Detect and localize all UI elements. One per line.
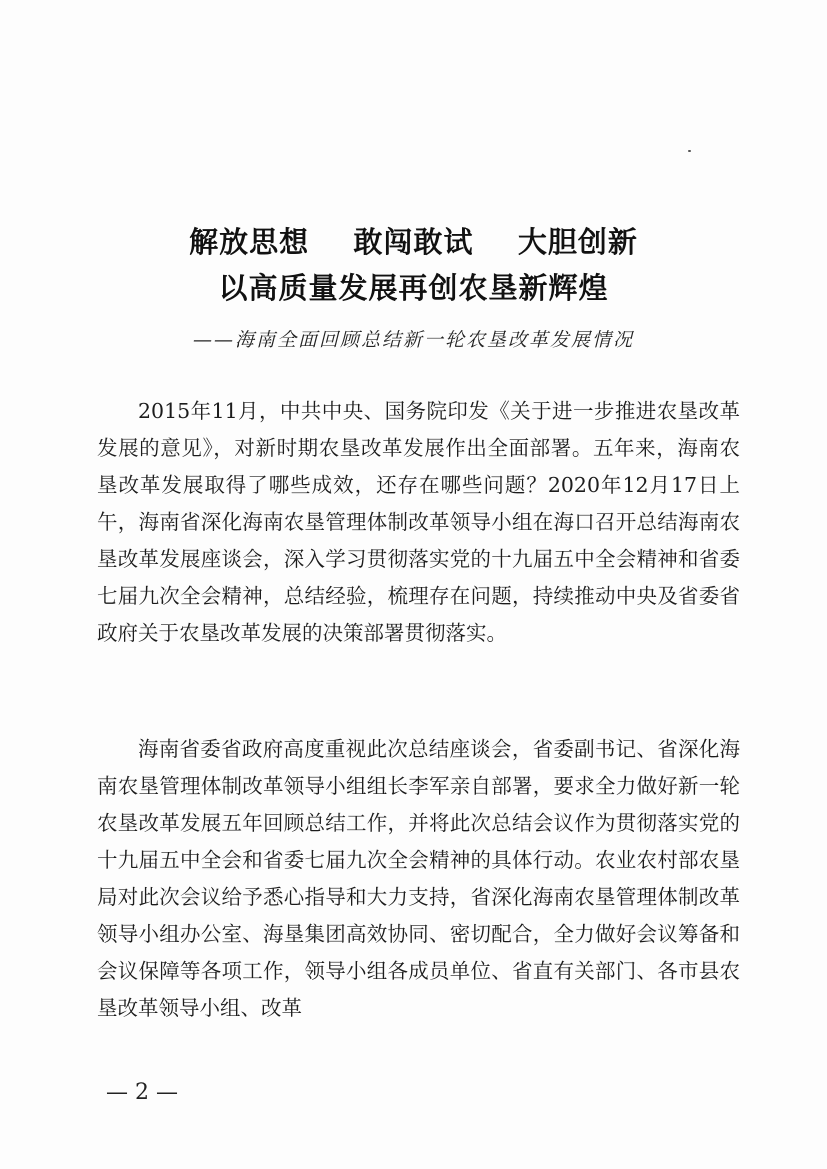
subtitle: ——海南全面回顾总结新一轮农垦改革发展情况 xyxy=(192,329,634,351)
paragraph-1: 2015年11月，中共中央、国务院印发《关于进一步推进农垦改革发展的意见》，对新时期农垦改革发展作出全面部署。五年来，海南农垦改革发展取得了哪些成效，还存在哪些问题？2020年12月17日上午，海南省深化海南农垦管理体制改革领导小组在海口召开总结海南农垦改革发展座谈会，深入学习贯彻落实党的十九届五中全会精神和省委七届九次全会精神，总结经验，梳理存在问题，持续推动中央及省委省政府关于农垦改革发展的决策部署贯彻落实。 xyxy=(97,399,740,645)
paragraph-2: 海南省委省政府高度重视此次总结座谈会，省委副书记、省深化海南农垦管理体制改革领导小组组长李军亲自部署，要求全力做好新一轮农垦改革发展五年回顾总结工作，并将此次总结会议作为贯彻落实党的十九届五中全会和省委七届九次全会精神的具体行动。农业农村部农垦局对此次会议给予悉心指导和大力支持，省深化海南农垦管理体制改革领导小组办公室、海垦集团高效协同、密切配合，全力做好会议筹备和会议保障等各项工作，领导小组各成员单位、省直有关部门、各市县农垦改革领导小组、改革 xyxy=(97,737,740,1020)
scan-speck xyxy=(688,150,691,152)
title-line-1: 解放思想 敢闯敢试 大胆创新 xyxy=(189,225,638,259)
page-number: — 2 — xyxy=(106,1080,178,1105)
title-line-2: 以高质量发展再创农垦新辉煌 xyxy=(218,271,609,305)
